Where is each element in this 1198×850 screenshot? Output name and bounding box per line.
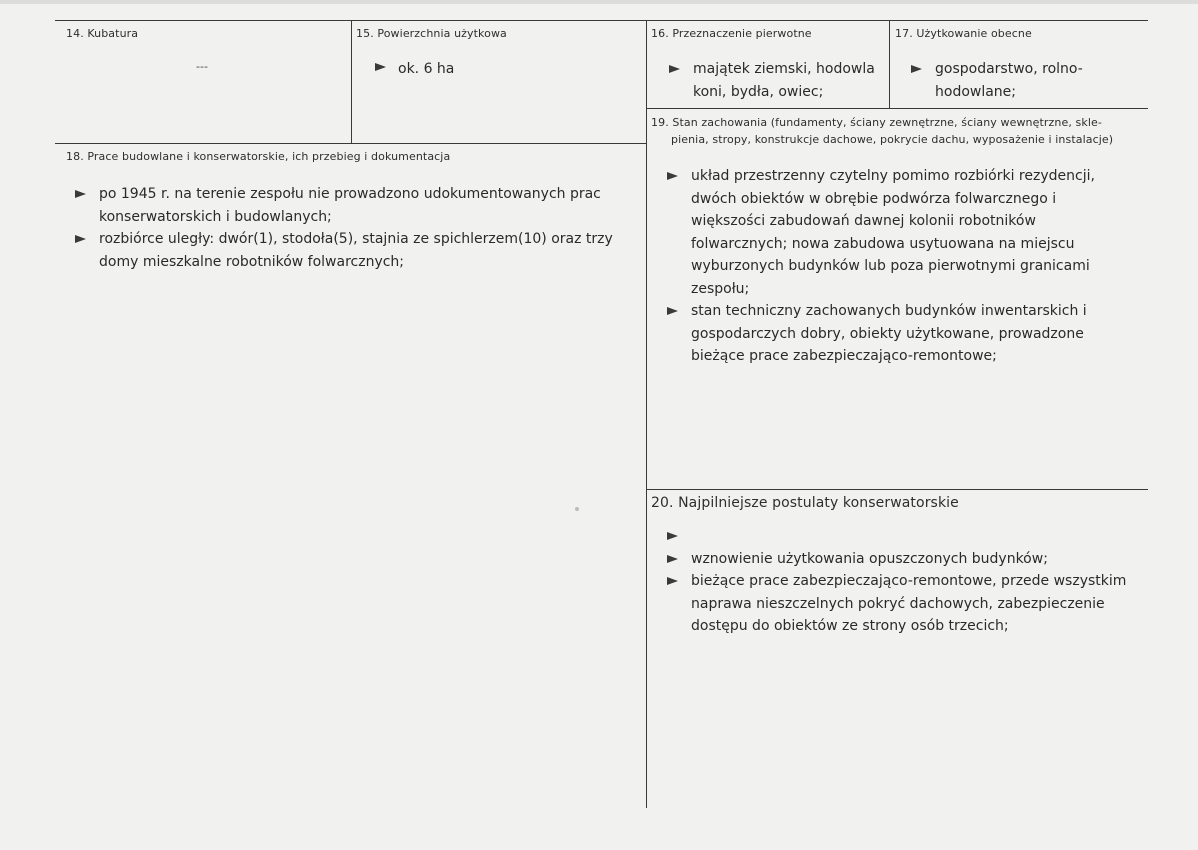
- list-item: rozbiórce uległy: dwór(1), stodoła(5), stajnia ze spichlerzem(10) oraz trzy domy mieszkalne robotników folwarcznych;: [75, 228, 640, 273]
- uzytkowanie-label: 17. Użytkowanie obecne: [895, 27, 1032, 40]
- stan-zachowania-list: [667, 165, 1145, 368]
- postulaty-label: 20. Najpilniejsze postulaty konserwatorskie: [651, 495, 959, 511]
- bullet-arrow-icon: [667, 555, 678, 563]
- list-item: stan techniczny zachowanych budynków inwentarskich i gospodarczych dobry, obiekty użytkowane, prowadzone bieżące prace zabezpieczająco-remontowe;: [667, 300, 1145, 368]
- stan-zachowania-label: 19. Stan zachowania (fundamenty, ściany zewnętrzne, ściany wewnętrzne, skle- pienia, stropy, konstrukcje dachowe, pokrycie dachu, wyposażenie i instalacje): [651, 116, 1114, 146]
- powierzchnia-text: ok. 6 ha: [398, 61, 455, 77]
- bullet-arrow-icon: [911, 65, 922, 73]
- list-item: gospodarstwo, rolno- hodowlane;: [911, 58, 1141, 103]
- powierzchnia-value: [375, 58, 454, 80]
- przeznaczenie-label: 16. Przeznaczenie pierwotne: [651, 27, 812, 40]
- powierzchnia-label: 15. Powierzchnia użytkowa: [356, 27, 507, 40]
- list-item: wznowienie użytkowania opuszczonych budynków;: [667, 548, 1145, 571]
- bullet-arrow-icon: [667, 307, 678, 315]
- uzytkowanie-list: [911, 58, 1141, 103]
- przeznaczenie-list: [669, 58, 884, 103]
- main-column-divider: [646, 20, 647, 808]
- bullet-arrow-icon: [375, 63, 386, 71]
- page-top-edge: [0, 0, 1198, 4]
- top-border: [55, 20, 1148, 21]
- divider-16-17: [889, 20, 890, 108]
- bullet-arrow-icon: [75, 190, 86, 198]
- postulaty-list: [667, 525, 1145, 638]
- bullet-arrow-icon: [75, 235, 86, 243]
- kubatura-label: 14. Kubatura: [66, 27, 139, 40]
- list-item: układ przestrzenny czytelny pomimo rozbiórki rezydencji, dwóch obiektów w obrębie podwórza folwarcznego i większości zabudowań dawnej kolonii robotników folwarcznych; nowa zabudowa usytuowana na miejscu wyburzonych budynków lub poza pierwotnymi granicami zespołu;: [667, 165, 1145, 300]
- paper-speck: [575, 507, 579, 511]
- bullet-arrow-icon: [667, 577, 678, 585]
- bullet-arrow-icon: [667, 172, 678, 180]
- bullet-arrow-icon: [667, 532, 678, 540]
- divider-19-20: [646, 489, 1148, 490]
- divider-14-15: [351, 20, 352, 143]
- divider-right-row1: [646, 108, 1148, 109]
- prace-list: [75, 183, 640, 273]
- list-item: po 1945 r. na terenie zespołu nie prowadzono udokumentowanych prac konserwatorskich i budowlanych;: [75, 183, 640, 228]
- list-item: majątek ziemski, hodowla koni, bydła, owiec;: [669, 58, 884, 103]
- prace-label: 18. Prace budowlane i konserwatorskie, ich przebieg i dokumentacja: [66, 150, 451, 163]
- list-item: [667, 525, 1145, 548]
- list-item: bieżące prace zabezpieczająco-remontowe, przede wszystkim naprawa nieszczelnych pokryć dachowych, zabezpieczenie dostępu do obiektów ze strony osób trzecich;: [667, 570, 1145, 638]
- kubatura-value: ---: [196, 60, 208, 73]
- divider-left-row1: [55, 143, 646, 144]
- bullet-arrow-icon: [669, 65, 680, 73]
